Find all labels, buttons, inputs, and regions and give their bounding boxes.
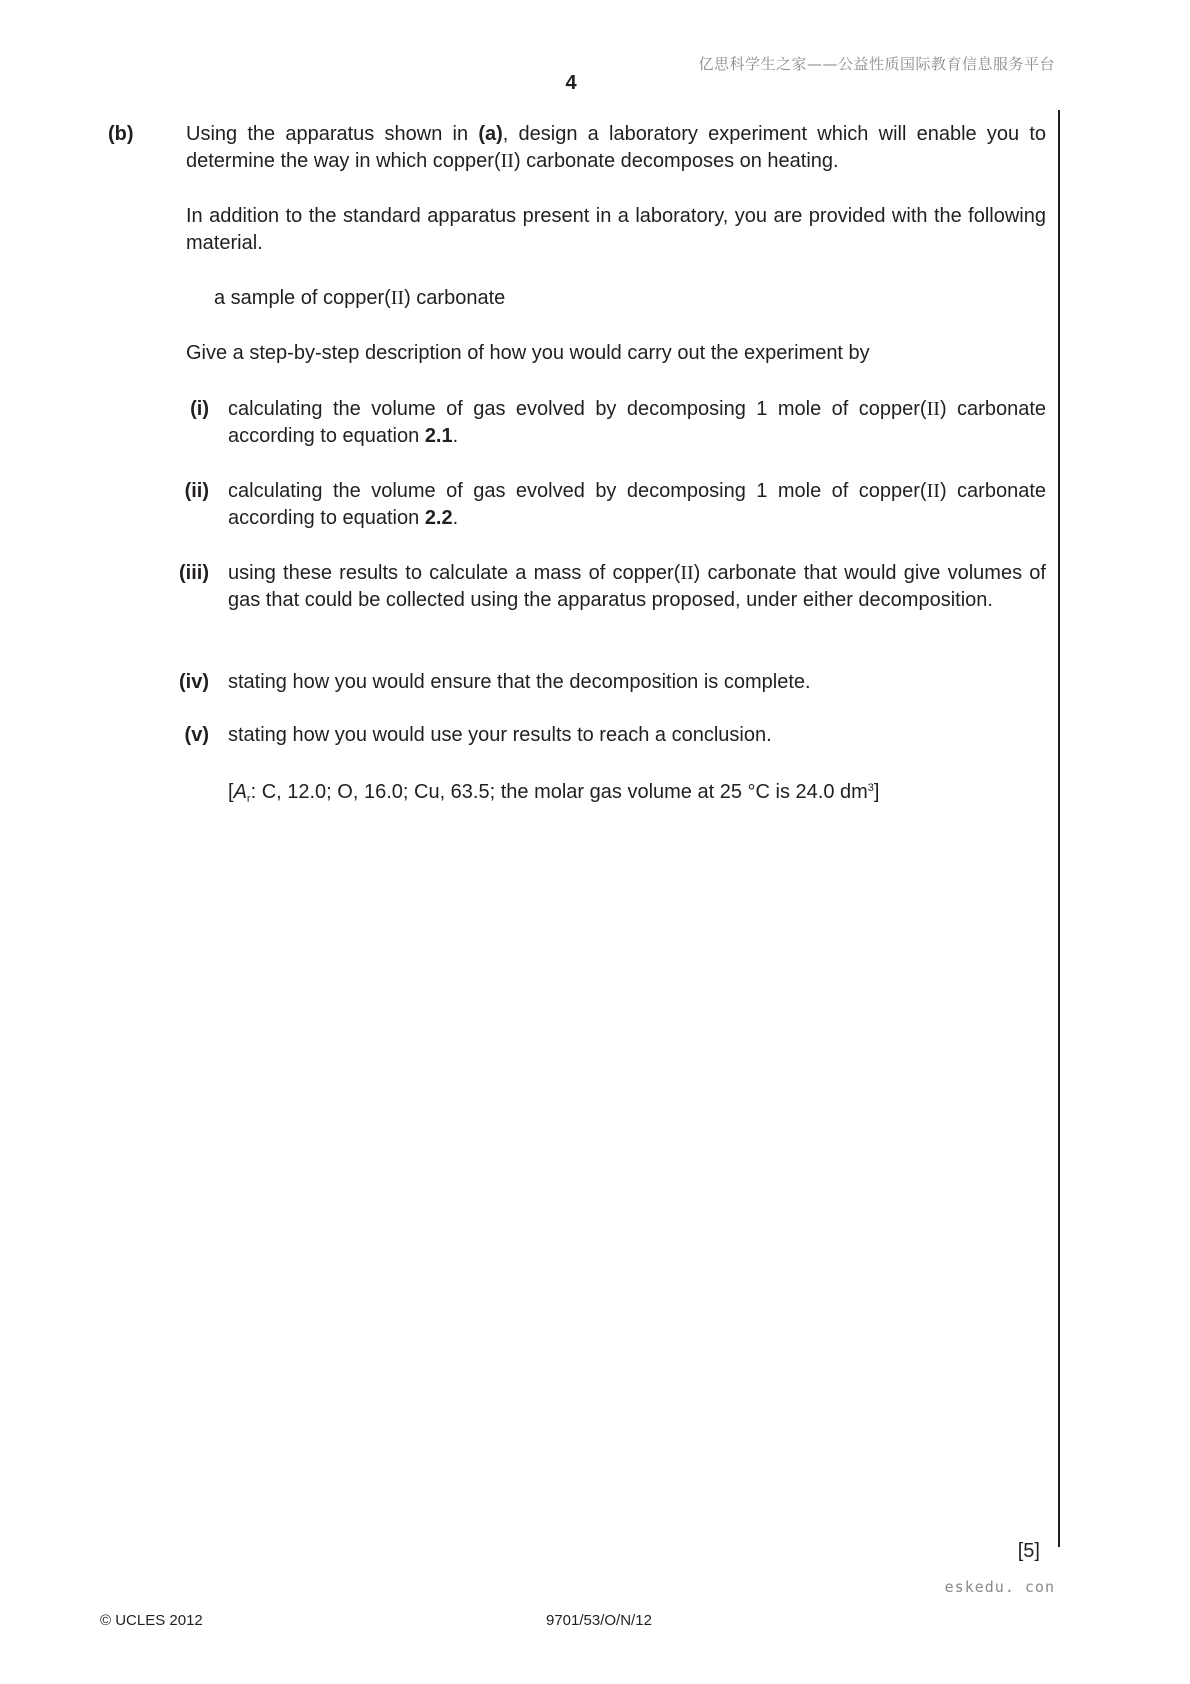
intro-text-3: ) carbonate decomposes on heating. <box>513 150 839 172</box>
unit-superscript: 3 <box>867 782 874 794</box>
item-label-i: (i) <box>190 398 209 420</box>
intro-text-2: , design a laboratory experiment which will enable you to determine the way in which copper( <box>186 123 1046 172</box>
apparatus-paragraph: In addition to the standard apparatus present in a laboratory, you are provided with the following material. <box>186 205 1046 254</box>
item-i-roman: II <box>926 398 940 420</box>
item-i-text-2: ) carbonate according to equation <box>228 398 1046 447</box>
part-label: (b) <box>108 123 134 145</box>
data-open-bracket: [ <box>228 781 234 803</box>
item-label-iii: (iii) <box>179 562 209 584</box>
ar-subscript: r <box>246 793 251 805</box>
item-ii-text-2: ) carbonate according to equation <box>228 480 1046 529</box>
intro-reference: (a) <box>478 123 503 145</box>
item-iii-text-1: using these results to calculate a mass of copper( <box>228 562 681 584</box>
footer-copyright: © UCLES 2012 <box>100 1612 203 1629</box>
page-number: 4 <box>565 72 577 94</box>
material-roman-numeral: II <box>390 287 405 309</box>
instruction: Give a step-by-step description of how you would carry out the experiment by <box>186 342 870 364</box>
margin-rule <box>1058 110 1060 1547</box>
item-ii-text-1: calculating the volume of gas evolved by decomposing 1 mole of copper( <box>228 480 927 502</box>
data-line <box>228 775 879 813</box>
item-iv: stating how you would ensure that the decomposition is complete. <box>228 671 811 693</box>
item-i-equation-ref: 2.1 <box>424 425 453 447</box>
item-label-iv: (iv) <box>179 671 209 693</box>
material-text-1: a sample of copper( <box>214 287 391 309</box>
footer-paper-code: 9701/53/O/N/12 <box>546 1612 652 1629</box>
data-body: : C, 12.0; O, 16.0; Cu, 63.5; the molar gas volume at 25 °C is 24.0 dm <box>250 781 868 803</box>
intro-text-1: Using the apparatus shown in <box>186 123 479 145</box>
item-i-end: . <box>452 425 459 447</box>
item-i <box>228 396 1046 450</box>
marks-total: [5] <box>1017 1540 1040 1562</box>
item-i-text-1: calculating the volume of gas evolved by decomposing 1 mole of copper( <box>228 398 927 420</box>
item-ii-end: . <box>452 507 459 529</box>
item-iii <box>228 560 1046 614</box>
item-ii-equation-ref: 2.2 <box>424 507 453 529</box>
data-close-bracket: ] <box>873 781 880 803</box>
ar-symbol: A <box>233 781 247 803</box>
watermark-header: 亿思科学生之家——公益性质国际教育信息服务平台 <box>698 55 1055 73</box>
watermark-footer: eskedu. con <box>944 1578 1055 1596</box>
part-intro <box>186 121 1046 175</box>
item-label-v: (v) <box>184 724 209 746</box>
item-iii-text-2: ) carbonate that would give volumes of gas that could be collected using the apparatus proposed, under either decomposition. <box>228 562 1046 611</box>
item-v: stating how you would use your results to reach a conclusion. <box>228 724 772 746</box>
material-item <box>214 285 505 312</box>
intro-roman-numeral: II <box>500 150 514 172</box>
material-text-2: ) carbonate <box>404 287 506 309</box>
item-label-ii: (ii) <box>184 480 209 502</box>
item-iii-roman: II <box>680 562 694 584</box>
item-ii <box>228 478 1046 532</box>
item-ii-roman: II <box>926 480 940 502</box>
